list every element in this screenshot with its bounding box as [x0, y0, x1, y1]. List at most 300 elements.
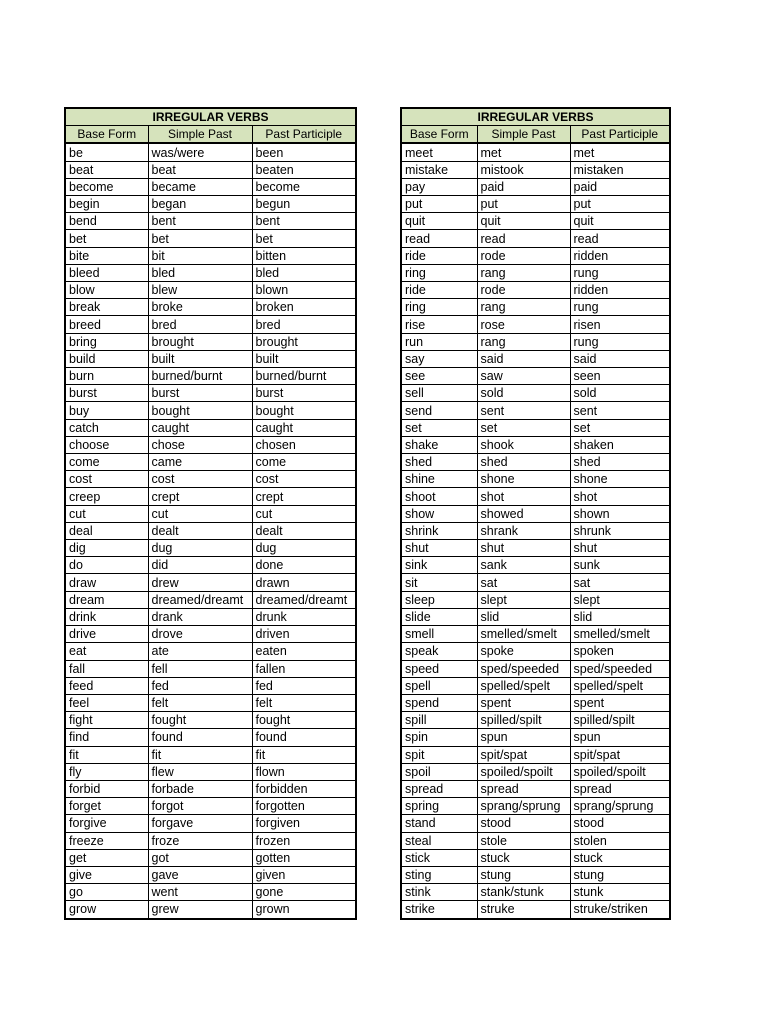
past-participle-cell: spoiled/spoilt [570, 763, 670, 780]
table-row [65, 402, 356, 419]
base-form-cell: shut [401, 540, 477, 557]
base-form-cell: ride [401, 282, 477, 299]
table-title: IRREGULAR VERBS [401, 108, 670, 126]
simple-past-cell: slept [477, 591, 570, 608]
past-participle-cell: gotten [252, 849, 356, 866]
table-row [65, 901, 356, 919]
table-row [401, 712, 670, 729]
base-form-cell: spill [401, 712, 477, 729]
base-form-cell: build [65, 350, 148, 367]
base-form-cell: forget [65, 798, 148, 815]
simple-past-cell: quit [477, 213, 570, 230]
table-row [65, 264, 356, 281]
base-form-cell: show [401, 505, 477, 522]
past-participle-cell: drawn [252, 574, 356, 591]
simple-past-cell: grew [148, 901, 252, 919]
past-participle-cell: drunk [252, 608, 356, 625]
simple-past-cell: set [477, 419, 570, 436]
base-form-cell: ring [401, 264, 477, 281]
base-form-cell: buy [65, 402, 148, 419]
past-participle-cell: bled [252, 264, 356, 281]
past-participle-cell: given [252, 866, 356, 883]
table-row [401, 350, 670, 367]
base-form-cell: drive [65, 626, 148, 643]
past-participle-cell: fallen [252, 660, 356, 677]
simple-past-cell: spelled/spelt [477, 677, 570, 694]
base-form-cell: stink [401, 884, 477, 901]
simple-past-cell: smelled/smelt [477, 626, 570, 643]
simple-past-cell: spent [477, 694, 570, 711]
simple-past-cell: rang [477, 299, 570, 316]
simple-past-cell: forgot [148, 798, 252, 815]
simple-past-cell: fell [148, 660, 252, 677]
simple-past-cell: came [148, 454, 252, 471]
past-participle-cell: come [252, 454, 356, 471]
simple-past-cell: ate [148, 643, 252, 660]
table-row [401, 213, 670, 230]
base-form-cell: shrink [401, 522, 477, 539]
table-row [401, 677, 670, 694]
past-participle-cell: crept [252, 488, 356, 505]
base-form-cell: mistake [401, 161, 477, 178]
table-row [65, 161, 356, 178]
past-participle-cell: stunk [570, 884, 670, 901]
past-participle-cell: felt [252, 694, 356, 711]
past-participle-cell: grown [252, 901, 356, 919]
base-form-cell: run [401, 333, 477, 350]
simple-past-cell: cut [148, 505, 252, 522]
base-form-cell: bring [65, 333, 148, 350]
past-participle-cell: ridden [570, 282, 670, 299]
past-participle-cell: spread [570, 780, 670, 797]
simple-past-cell: flew [148, 763, 252, 780]
table-row [401, 780, 670, 797]
table-body [401, 143, 670, 918]
past-participle-cell: gone [252, 884, 356, 901]
table-row [401, 626, 670, 643]
table-row [401, 454, 670, 471]
simple-past-cell: brought [148, 333, 252, 350]
past-participle-cell: slept [570, 591, 670, 608]
simple-past-cell: dealt [148, 522, 252, 539]
simple-past-cell: fit [148, 746, 252, 763]
table-row [65, 368, 356, 385]
table-row [65, 712, 356, 729]
table-row [401, 608, 670, 625]
table-row [401, 488, 670, 505]
base-form-cell: sit [401, 574, 477, 591]
base-form-cell: become [65, 178, 148, 195]
table-row [401, 694, 670, 711]
base-form-cell: bend [65, 213, 148, 230]
table-row [65, 436, 356, 453]
simple-past-cell: met [477, 143, 570, 161]
table-row [401, 591, 670, 608]
simple-past-cell: spun [477, 729, 570, 746]
past-participle-cell: sprang/sprung [570, 798, 670, 815]
past-participle-cell: bet [252, 230, 356, 247]
simple-past-cell: drove [148, 626, 252, 643]
simple-past-cell: sprang/sprung [477, 798, 570, 815]
simple-past-cell: shone [477, 471, 570, 488]
base-form-cell: strike [401, 901, 477, 919]
table-row [65, 832, 356, 849]
table-row [401, 161, 670, 178]
past-participle-cell: stung [570, 866, 670, 883]
simple-past-cell: shed [477, 454, 570, 471]
simple-past-cell: sped/speeded [477, 660, 570, 677]
past-participle-cell: frozen [252, 832, 356, 849]
past-participle-cell: seen [570, 368, 670, 385]
past-participle-cell: bitten [252, 247, 356, 264]
table-row [401, 402, 670, 419]
base-form-cell: cut [65, 505, 148, 522]
simple-past-cell: built [148, 350, 252, 367]
base-form-cell: meet [401, 143, 477, 161]
past-participle-cell: caught [252, 419, 356, 436]
simple-past-cell: showed [477, 505, 570, 522]
past-participle-cell: rung [570, 264, 670, 281]
column-header-base-form: Base Form [401, 126, 477, 144]
base-form-cell: deal [65, 522, 148, 539]
past-participle-cell: risen [570, 316, 670, 333]
past-participle-cell: forbidden [252, 780, 356, 797]
past-participle-cell: eaten [252, 643, 356, 660]
base-form-cell: do [65, 557, 148, 574]
past-participle-cell: shot [570, 488, 670, 505]
base-form-cell: speed [401, 660, 477, 677]
table-row [65, 196, 356, 213]
past-participle-cell: spit/spat [570, 746, 670, 763]
past-participle-cell: sent [570, 402, 670, 419]
simple-past-cell: fed [148, 677, 252, 694]
table-row [65, 780, 356, 797]
simple-past-cell: beat [148, 161, 252, 178]
base-form-cell: shake [401, 436, 477, 453]
column-header-base-form: Base Form [65, 126, 148, 144]
table-row [401, 230, 670, 247]
past-participle-cell: been [252, 143, 356, 161]
table-row [65, 626, 356, 643]
base-form-cell: spread [401, 780, 477, 797]
base-form-cell: set [401, 419, 477, 436]
base-form-cell: choose [65, 436, 148, 453]
simple-past-cell: bred [148, 316, 252, 333]
base-form-cell: sell [401, 385, 477, 402]
past-participle-cell: shut [570, 540, 670, 557]
past-participle-cell: blown [252, 282, 356, 299]
past-participle-cell: forgiven [252, 815, 356, 832]
simple-past-cell: froze [148, 832, 252, 849]
past-participle-cell: fit [252, 746, 356, 763]
past-participle-cell: dreamed/dreamt [252, 591, 356, 608]
simple-past-cell: became [148, 178, 252, 195]
simple-past-cell: bent [148, 213, 252, 230]
past-participle-cell: sunk [570, 557, 670, 574]
base-form-cell: go [65, 884, 148, 901]
simple-past-cell: stole [477, 832, 570, 849]
simple-past-cell: stung [477, 866, 570, 883]
simple-past-cell: sold [477, 385, 570, 402]
table-row [65, 540, 356, 557]
base-form-cell: be [65, 143, 148, 161]
table-row [65, 282, 356, 299]
past-participle-cell: sped/speeded [570, 660, 670, 677]
simple-past-cell: shot [477, 488, 570, 505]
simple-past-cell: shook [477, 436, 570, 453]
table-row [65, 505, 356, 522]
simple-past-cell: crept [148, 488, 252, 505]
simple-past-cell: got [148, 849, 252, 866]
simple-past-cell: gave [148, 866, 252, 883]
simple-past-cell: forgave [148, 815, 252, 832]
past-participle-cell: shown [570, 505, 670, 522]
past-participle-cell: done [252, 557, 356, 574]
table-row [65, 574, 356, 591]
base-form-cell: read [401, 230, 477, 247]
simple-past-cell: burst [148, 385, 252, 402]
simple-past-cell: spit/spat [477, 746, 570, 763]
base-form-cell: find [65, 729, 148, 746]
past-participle-cell: spent [570, 694, 670, 711]
simple-past-cell: stuck [477, 849, 570, 866]
past-participle-cell: dug [252, 540, 356, 557]
past-participle-cell: bred [252, 316, 356, 333]
simple-past-cell: forbade [148, 780, 252, 797]
table-row [65, 419, 356, 436]
simple-past-cell: dug [148, 540, 252, 557]
simple-past-cell: went [148, 884, 252, 901]
table-row [401, 574, 670, 591]
past-participle-cell: chosen [252, 436, 356, 453]
table-title: IRREGULAR VERBS [65, 108, 356, 126]
table-row [401, 832, 670, 849]
table-row [401, 798, 670, 815]
base-form-cell: freeze [65, 832, 148, 849]
table-row [401, 866, 670, 883]
past-participle-cell: ridden [570, 247, 670, 264]
base-form-cell: beat [65, 161, 148, 178]
simple-past-cell: felt [148, 694, 252, 711]
base-form-cell: eat [65, 643, 148, 660]
base-form-cell: cost [65, 471, 148, 488]
column-header-simple-past: Simple Past [148, 126, 252, 144]
past-participle-cell: built [252, 350, 356, 367]
past-participle-cell: driven [252, 626, 356, 643]
table-row [401, 815, 670, 832]
table-row [401, 316, 670, 333]
past-participle-cell: put [570, 196, 670, 213]
base-form-cell: break [65, 299, 148, 316]
base-form-cell: forbid [65, 780, 148, 797]
table-row [65, 143, 356, 161]
simple-past-cell: put [477, 196, 570, 213]
table-row [65, 746, 356, 763]
base-form-cell: smell [401, 626, 477, 643]
base-form-cell: spell [401, 677, 477, 694]
base-form-cell: fall [65, 660, 148, 677]
simple-past-cell: cost [148, 471, 252, 488]
table-row [401, 196, 670, 213]
table-row [65, 316, 356, 333]
base-form-cell: drink [65, 608, 148, 625]
past-participle-cell: cost [252, 471, 356, 488]
base-form-cell: fit [65, 746, 148, 763]
simple-past-cell: spread [477, 780, 570, 797]
base-form-cell: put [401, 196, 477, 213]
past-participle-cell: found [252, 729, 356, 746]
simple-past-cell: stood [477, 815, 570, 832]
simple-past-cell: struke [477, 901, 570, 919]
past-participle-cell: mistaken [570, 161, 670, 178]
simple-past-cell: rode [477, 282, 570, 299]
table-row [65, 660, 356, 677]
simple-past-cell: rose [477, 316, 570, 333]
column-header-past-participle: Past Participle [570, 126, 670, 144]
simple-past-cell: caught [148, 419, 252, 436]
simple-past-cell: rang [477, 264, 570, 281]
table-row [65, 849, 356, 866]
past-participle-cell: shrunk [570, 522, 670, 539]
table-row [401, 540, 670, 557]
column-header-past-participle: Past Participle [252, 126, 356, 144]
past-participle-cell: fed [252, 677, 356, 694]
base-form-cell: give [65, 866, 148, 883]
simple-past-cell: found [148, 729, 252, 746]
simple-past-cell: shut [477, 540, 570, 557]
simple-past-cell: paid [477, 178, 570, 195]
simple-past-cell: slid [477, 608, 570, 625]
table-row [65, 798, 356, 815]
past-participle-cell: spilled/spilt [570, 712, 670, 729]
base-form-cell: bleed [65, 264, 148, 281]
table-row [65, 815, 356, 832]
table-row [65, 694, 356, 711]
table-header [401, 108, 670, 143]
table-row [401, 729, 670, 746]
table-row [65, 677, 356, 694]
base-form-cell: ring [401, 299, 477, 316]
table-row [401, 178, 670, 195]
past-participle-cell: shone [570, 471, 670, 488]
base-form-cell: slide [401, 608, 477, 625]
past-participle-cell: bent [252, 213, 356, 230]
past-participle-cell: slid [570, 608, 670, 625]
table-row [65, 385, 356, 402]
base-form-cell: burst [65, 385, 148, 402]
past-participle-cell: beaten [252, 161, 356, 178]
simple-past-cell: drew [148, 574, 252, 591]
base-form-cell: send [401, 402, 477, 419]
irregular-verbs-table-left [64, 107, 357, 920]
simple-past-cell: bet [148, 230, 252, 247]
base-form-cell: shoot [401, 488, 477, 505]
table-row [401, 333, 670, 350]
simple-past-cell: mistook [477, 161, 570, 178]
table-row [65, 333, 356, 350]
base-form-cell: sleep [401, 591, 477, 608]
past-participle-cell: flown [252, 763, 356, 780]
past-participle-cell: burst [252, 385, 356, 402]
base-form-cell: rise [401, 316, 477, 333]
base-form-cell: draw [65, 574, 148, 591]
table-row [65, 591, 356, 608]
base-form-cell: blow [65, 282, 148, 299]
table-row [65, 178, 356, 195]
simple-past-cell: bought [148, 402, 252, 419]
base-form-cell: forgive [65, 815, 148, 832]
base-form-cell: grow [65, 901, 148, 919]
base-form-cell: pay [401, 178, 477, 195]
simple-past-cell: burned/burnt [148, 368, 252, 385]
simple-past-cell: read [477, 230, 570, 247]
base-form-cell: ride [401, 247, 477, 264]
simple-past-cell: spoke [477, 643, 570, 660]
base-form-cell: begin [65, 196, 148, 213]
table-body [65, 143, 356, 918]
base-form-cell: sink [401, 557, 477, 574]
table-row [65, 488, 356, 505]
column-header-simple-past: Simple Past [477, 126, 570, 144]
base-form-cell: see [401, 368, 477, 385]
base-form-cell: shine [401, 471, 477, 488]
simple-past-cell: rode [477, 247, 570, 264]
base-form-cell: catch [65, 419, 148, 436]
simple-past-cell: rang [477, 333, 570, 350]
past-participle-cell: smelled/smelt [570, 626, 670, 643]
past-participle-cell: spun [570, 729, 670, 746]
base-form-cell: fly [65, 763, 148, 780]
past-participle-cell: begun [252, 196, 356, 213]
past-participle-cell: met [570, 143, 670, 161]
past-participle-cell: rung [570, 333, 670, 350]
table-row [65, 350, 356, 367]
base-form-cell: feed [65, 677, 148, 694]
table-row [65, 230, 356, 247]
table-row [65, 522, 356, 539]
past-participle-cell: broken [252, 299, 356, 316]
base-form-cell: say [401, 350, 477, 367]
simple-past-cell: bit [148, 247, 252, 264]
table-header [65, 108, 356, 143]
table-row [401, 385, 670, 402]
table-row [401, 522, 670, 539]
base-form-cell: fight [65, 712, 148, 729]
table-row [65, 471, 356, 488]
simple-past-cell: spilled/spilt [477, 712, 570, 729]
past-participle-cell: brought [252, 333, 356, 350]
table-row [65, 557, 356, 574]
base-form-cell: creep [65, 488, 148, 505]
table-row [401, 746, 670, 763]
table-row [401, 143, 670, 161]
past-participle-cell: dealt [252, 522, 356, 539]
simple-past-cell: chose [148, 436, 252, 453]
past-participle-cell: burned/burnt [252, 368, 356, 385]
past-participle-cell: bought [252, 402, 356, 419]
simple-past-cell: was/were [148, 143, 252, 161]
simple-past-cell: bled [148, 264, 252, 281]
table-row [65, 884, 356, 901]
past-participle-cell: stood [570, 815, 670, 832]
past-participle-cell: become [252, 178, 356, 195]
base-form-cell: burn [65, 368, 148, 385]
past-participle-cell: shaken [570, 436, 670, 453]
past-participle-cell: spoken [570, 643, 670, 660]
simple-past-cell: stank/stunk [477, 884, 570, 901]
table-row [401, 849, 670, 866]
past-participle-cell: struke/striken [570, 901, 670, 919]
